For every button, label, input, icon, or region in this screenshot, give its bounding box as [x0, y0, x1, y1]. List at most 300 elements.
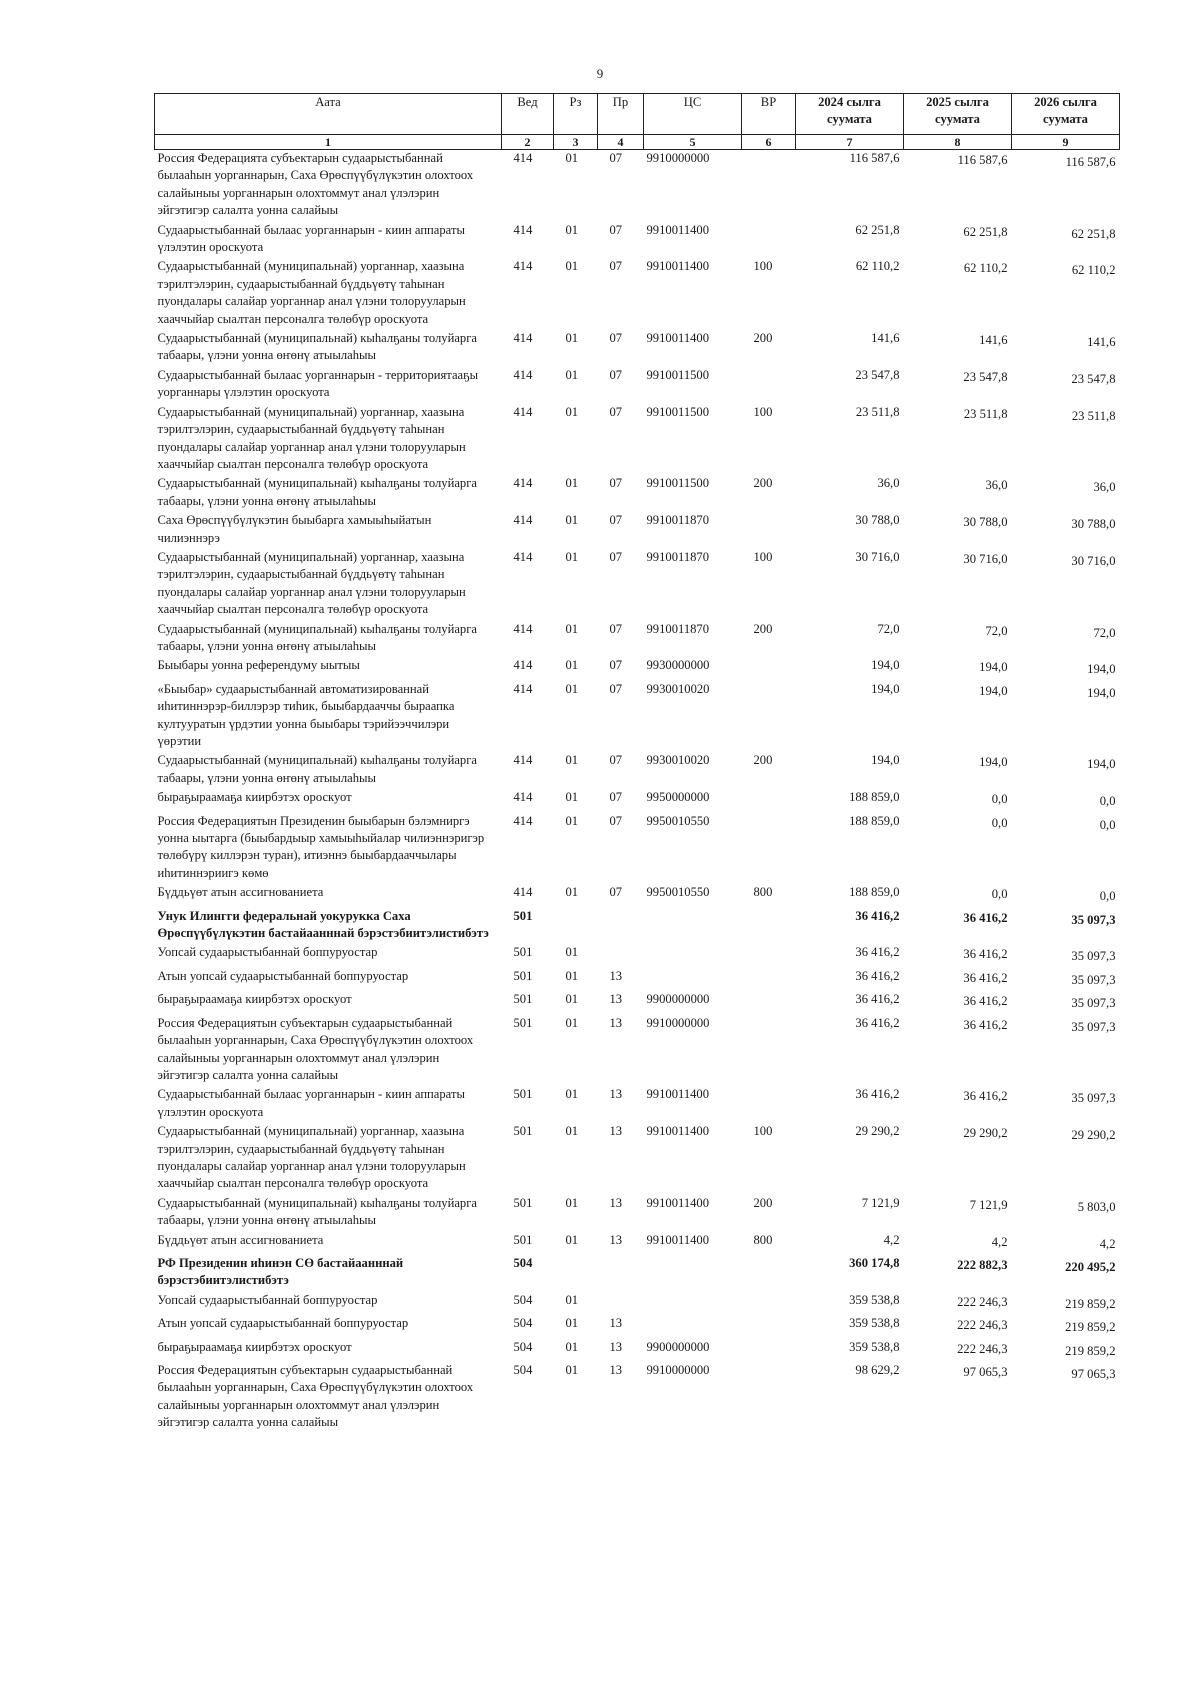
row-cs: 9910000000: [646, 151, 710, 165]
row-amount-2026: 35 097,3: [1071, 1019, 1116, 1034]
header-pr: Пр: [598, 94, 644, 135]
row-amount-2024: 194,0: [871, 681, 900, 696]
row-pr: 07: [609, 476, 623, 491]
row-name: Атын уопсай судаарыстыбаннай боппуруостар: [157, 968, 409, 983]
header-year-2025: 2025 сылга суумата: [904, 94, 1012, 135]
header-name: Аата: [155, 94, 502, 135]
row-cs: 9930000000: [646, 658, 710, 673]
row-name: Россия Федерациятын субъектарын судаарыстыбаннай былааһын уорганнарын, Саха Өрөспүүбүлүкэтин олохтоох салайыныы уорганнарын олохтоммут анал үлэлэрин эйгэтигэр салалта уонна салайыы: [157, 1015, 474, 1082]
row-amount-2024: 36 416,2: [855, 945, 900, 960]
row-name: Судаарыстыбаннай (муниципальнай) кыһалҕаны толуйарга табаары, үлэни уонна өҥөнү атыылаһыы: [157, 753, 477, 785]
row-amount-2025: 36 416,2: [963, 910, 1008, 925]
row-cs: 9900000000: [646, 1339, 710, 1354]
row-amount-2025: 222 882,3: [957, 1257, 1008, 1272]
column-number: 5: [644, 135, 742, 150]
table-row: [155, 512, 1120, 549]
row-vr: [742, 944, 796, 967]
row-amount-2026: 30 788,0: [1071, 517, 1116, 532]
row-ved: 501: [513, 1195, 533, 1210]
row-vr: 200: [753, 753, 773, 768]
table-row: [155, 968, 1120, 991]
row-ved: 414: [513, 404, 533, 419]
row-ved: 504: [513, 1292, 533, 1307]
row-vr: [742, 150, 796, 222]
row-amount-2024: 359 538,8: [849, 1292, 900, 1307]
row-pr: 13: [609, 1195, 623, 1210]
row-pr: 07: [609, 222, 623, 237]
row-amount-2025: 0,0: [991, 815, 1008, 830]
table-row: [155, 1086, 1120, 1123]
row-amount-2024: 116 587,6: [849, 151, 900, 165]
row-rz: 01: [565, 476, 579, 491]
row-amount-2026: 141,6: [1087, 335, 1116, 350]
header-rz: Рз: [554, 94, 598, 135]
row-amount-2025: 30 716,0: [963, 551, 1008, 566]
row-cs: [644, 1255, 742, 1292]
row-vr: [742, 1339, 796, 1362]
row-amount-2025: 222 246,3: [957, 1294, 1008, 1309]
row-cs: 9910011500: [646, 404, 710, 419]
row-name: быраҕыраамаҕа киирбэтэх ороскуот: [157, 992, 352, 1007]
row-amount-2024: 4,2: [883, 1232, 900, 1247]
table-row: [155, 258, 1120, 330]
row-pr: 07: [609, 681, 623, 696]
row-cs: 9910011400: [646, 259, 710, 274]
table-row: [155, 813, 1120, 885]
row-rz: 01: [565, 621, 579, 636]
row-name: Атын уопсай судаарыстыбаннай боппуруостар: [157, 1316, 409, 1331]
row-amount-2026: 4,2: [1099, 1236, 1116, 1251]
row-amount-2024: 30 716,0: [855, 549, 900, 564]
row-rz: 01: [565, 151, 579, 165]
row-pr: 07: [609, 885, 623, 900]
row-name: Судаарыстыбаннай (муниципальнай) кыһалҕаны толуйарга табаары, үлэни уонна өҥөнү атыылаһыы: [157, 331, 477, 363]
row-amount-2025: 30 788,0: [963, 515, 1008, 530]
row-rz: 01: [565, 658, 579, 673]
row-pr: 07: [609, 813, 623, 828]
row-rz: 01: [565, 790, 579, 805]
row-cs: 9910011870: [646, 513, 710, 528]
row-ved: 414: [513, 885, 533, 900]
table-row: [155, 1232, 1120, 1255]
table-row: [155, 944, 1120, 967]
table-row: [155, 475, 1120, 512]
table-row: [155, 404, 1120, 476]
row-amount-2024: 62 251,8: [855, 222, 900, 237]
table-row: [155, 1015, 1120, 1087]
row-ved: 414: [513, 259, 533, 274]
row-ved: 414: [513, 367, 533, 382]
row-pr: 13: [609, 1015, 623, 1030]
row-cs: 9910011500: [646, 367, 710, 382]
row-rz: [554, 1255, 598, 1292]
table-row: [155, 789, 1120, 812]
row-name: Судаарыстыбаннай былаас уорганнарын - киин аппараты үлэлэтин ороскуота: [157, 1087, 465, 1119]
row-ved: 414: [513, 753, 533, 768]
row-amount-2025: 222 246,3: [957, 1341, 1008, 1356]
row-ved: 501: [513, 968, 533, 983]
column-number: 2: [502, 135, 554, 150]
row-ved: 501: [513, 1232, 533, 1247]
row-rz: 01: [565, 1124, 579, 1139]
row-amount-2025: 23 547,8: [963, 369, 1008, 384]
row-cs: [644, 908, 742, 945]
row-vr: [742, 222, 796, 259]
table-row: [155, 908, 1120, 945]
table-header: [155, 94, 1120, 150]
row-vr: [742, 1086, 796, 1123]
row-cs: 9910011870: [646, 621, 710, 636]
row-rz: 01: [565, 513, 579, 528]
row-cs: 9910000000: [646, 1015, 710, 1030]
row-vr: 100: [753, 549, 773, 564]
row-vr: 100: [753, 1124, 773, 1139]
row-name: Судаарыстыбаннай (муниципальнай) уорганнар, хаазына тэрилтэлэрин, судаарыстыбаннай бүддьүөтү таһынан пуондалары салайар уорганнар анал үлэни толорууларын хааччыйар сыалтан персоналга төлөбүр ороскуота: [157, 404, 466, 471]
row-rz: 01: [565, 367, 579, 382]
row-rz: 01: [565, 1195, 579, 1210]
row-amount-2026: 35 097,3: [1071, 996, 1116, 1011]
row-rz: 01: [565, 1292, 579, 1307]
row-amount-2026: 23 511,8: [1071, 408, 1116, 423]
row-amount-2026: 35 097,3: [1071, 972, 1116, 987]
row-vr: [742, 367, 796, 404]
row-amount-2024: 36 416,2: [855, 992, 900, 1007]
column-number: 6: [742, 135, 796, 150]
row-rz: 01: [565, 945, 579, 960]
row-name: Унук Илингги федеральнай уокуруккa Саха Өрөспүүбүлүкэтин бастайаанннай бэрэстэбиитэлистибэтэ: [157, 908, 489, 941]
row-rz: 01: [565, 404, 579, 419]
row-ved: 414: [513, 513, 533, 528]
row-amount-2025: 194,0: [979, 660, 1008, 675]
row-amount-2025: 4,2: [991, 1234, 1008, 1249]
row-amount-2026: 29 290,2: [1071, 1128, 1116, 1143]
row-pr: 07: [609, 404, 623, 419]
row-amount-2024: 36 416,2: [855, 908, 900, 923]
row-cs: [644, 944, 742, 967]
row-pr: 07: [609, 367, 623, 382]
table-row: [155, 1255, 1120, 1292]
budget-table-sheet: [154, 93, 1119, 1434]
row-vr: 200: [753, 621, 773, 636]
row-cs: 9930010020: [646, 753, 710, 768]
row-rz: [554, 908, 598, 945]
row-amount-2024: 7 121,9: [861, 1195, 900, 1210]
row-vr: 800: [753, 1232, 773, 1247]
row-pr: 13: [609, 968, 623, 983]
row-ved: 414: [513, 681, 533, 696]
row-amount-2026: 72,0: [1093, 625, 1116, 640]
row-amount-2024: 188 859,0: [849, 813, 900, 828]
row-pr: 07: [609, 790, 623, 805]
row-rz: 01: [565, 992, 579, 1007]
header-year-2026: 2026 сылга суумата: [1012, 94, 1120, 135]
row-cs: 9930010020: [646, 681, 710, 696]
row-name: Россия Федерациятын Президенин быыбарын бэлэмниргэ уонна ыытарга (быыбардыыр хамыыһыйалар чилиэннэригэр төлөбүрү киллэрэн туран), итиэннэ быыбардааччылары иһитиннэриигэ көмө: [157, 813, 485, 880]
row-amount-2025: 141,6: [979, 333, 1008, 348]
row-rz: 01: [565, 813, 579, 828]
row-vr: [742, 991, 796, 1014]
row-pr: 13: [609, 1339, 623, 1354]
row-amount-2024: 194,0: [871, 658, 900, 673]
row-cs: 9910011870: [646, 549, 710, 564]
row-amount-2024: 188 859,0: [849, 790, 900, 805]
row-pr: 13: [609, 1363, 623, 1377]
row-amount-2025: 62 251,8: [963, 224, 1008, 239]
row-amount-2024: 36 416,2: [855, 968, 900, 983]
row-vr: [742, 1315, 796, 1338]
row-pr: 13: [609, 1232, 623, 1247]
column-number: 1: [155, 135, 502, 150]
row-amount-2026: 194,0: [1087, 662, 1116, 677]
row-pr: [598, 908, 644, 945]
row-rz: 01: [565, 885, 579, 900]
row-vr: [742, 789, 796, 812]
row-amount-2025: 222 246,3: [957, 1318, 1008, 1333]
row-vr: [742, 908, 796, 945]
row-amount-2026: 62 251,8: [1071, 226, 1116, 241]
row-cs: 9950000000: [646, 790, 710, 805]
row-rz: 01: [565, 1363, 579, 1377]
row-vr: 100: [753, 259, 773, 274]
row-rz: 01: [565, 1015, 579, 1030]
row-ved: 501: [513, 1015, 533, 1030]
column-number: 3: [554, 135, 598, 150]
table-row: [155, 549, 1120, 621]
table-row: [155, 991, 1120, 1014]
header-vr: ВР: [742, 94, 796, 135]
row-amount-2026: 219 859,2: [1065, 1320, 1116, 1335]
row-amount-2026: 97 065,3: [1071, 1367, 1116, 1381]
row-amount-2026: 35 097,3: [1071, 1091, 1116, 1106]
row-ved: 414: [513, 813, 533, 828]
row-amount-2024: 36,0: [877, 476, 900, 491]
row-cs: 9910011400: [646, 1087, 710, 1102]
row-amount-2025: 72,0: [985, 623, 1008, 638]
row-amount-2025: 23 511,8: [963, 406, 1008, 421]
row-name: Уопсай судаарыстыбаннай боппуруостар: [157, 1292, 378, 1307]
column-number: 4: [598, 135, 644, 150]
row-ved: 414: [513, 549, 533, 564]
row-name: Судаарыстыбаннай былаас уорганнарын - киин аппараты үлэлэтин ороскуота: [157, 222, 465, 255]
row-pr: [598, 1255, 644, 1292]
row-vr: 100: [753, 404, 773, 419]
row-cs: [644, 968, 742, 991]
row-ved: 504: [513, 1316, 533, 1331]
row-vr: [742, 1362, 796, 1434]
page-number: 9: [596, 66, 604, 81]
row-pr: 07: [609, 549, 623, 564]
row-vr: [742, 512, 796, 549]
row-amount-2024: 30 788,0: [855, 513, 900, 528]
table-row: [155, 222, 1120, 259]
row-pr: 07: [609, 658, 623, 673]
row-ved: 414: [513, 151, 533, 165]
table-row: [155, 1123, 1120, 1195]
table-row: [155, 1339, 1120, 1362]
row-amount-2024: 72,0: [877, 621, 900, 636]
row-ved: 414: [513, 621, 533, 636]
row-cs: 9900000000: [646, 992, 710, 1007]
row-amount-2025: 0,0: [991, 792, 1008, 807]
row-name: Судаарыстыбаннай былаас уорганнарын - территориятааҕы уорганнары үлэлэтин ороскуота: [157, 367, 479, 400]
row-vr: [742, 1015, 796, 1087]
row-cs: 9910011500: [646, 476, 710, 491]
row-amount-2024: 98 629,2: [855, 1363, 900, 1377]
row-amount-2026: 219 859,2: [1065, 1296, 1116, 1311]
row-cs: [644, 1292, 742, 1315]
row-cs: 9910011400: [646, 331, 710, 346]
row-rz: 01: [565, 259, 579, 274]
row-ved: 501: [513, 908, 533, 923]
row-amount-2024: 359 538,8: [849, 1339, 900, 1354]
row-ved: 504: [513, 1339, 533, 1354]
row-amount-2024: 23 547,8: [855, 367, 900, 382]
row-amount-2025: 36 416,2: [963, 994, 1008, 1009]
row-amount-2026: 62 110,2: [1071, 263, 1116, 278]
row-amount-2026: 194,0: [1087, 757, 1116, 772]
table-row: [155, 752, 1120, 789]
row-pr: 07: [609, 259, 623, 274]
row-rz: 01: [565, 968, 579, 983]
table-row: [155, 621, 1120, 658]
row-vr: [742, 1255, 796, 1292]
row-rz: 01: [565, 753, 579, 768]
row-vr: [742, 1292, 796, 1315]
row-amount-2024: 23 511,8: [855, 404, 900, 419]
row-pr: 13: [609, 1087, 623, 1102]
row-name: Судаарыстыбаннай (муниципальнай) уорганнар, хаазына тэрилтэлэрин, судаарыстыбаннай бүддьүөтү таһынан пуондалары салайар уорганнар анал үлэни толорууларын хааччыйар сыалтан персоналга төлөбүр ороскуота: [157, 549, 466, 617]
row-cs: 9950010550: [646, 813, 710, 828]
row-name: Саха Өрөспүүбүлүкэтин быыбарга хамыыһыйатын чилиэннэрэ: [157, 513, 432, 545]
row-name: Уопсай судаарыстыбаннай боппуруостар: [157, 945, 378, 960]
row-amount-2025: 29 290,2: [963, 1126, 1008, 1141]
row-amount-2025: 36 416,2: [963, 947, 1008, 962]
row-amount-2025: 97 065,3: [963, 1365, 1008, 1379]
row-pr: 13: [609, 992, 623, 1007]
row-amount-2024: 141,6: [871, 331, 900, 346]
row-rz: 01: [565, 222, 579, 237]
row-amount-2025: 0,0: [991, 887, 1008, 902]
row-name: Судаарыстыбаннай (муниципальнай) уорганнар, хаазына тэрилтэлэрин, судаарыстыбаннай бүддьүөтү таһынан пуондалары салайар уорганнар анал үлэни толорууларын хааччыйар сыалтан персоналга төлөбүр ороскуота: [157, 259, 466, 326]
row-amount-2026: 5 803,0: [1077, 1199, 1116, 1214]
column-number: 7: [796, 135, 904, 150]
row-ved: 414: [513, 476, 533, 491]
row-amount-2025: 36 416,2: [963, 1089, 1008, 1104]
row-vr: [742, 657, 796, 680]
row-name: Бүддьүөт атын ассигнованиета: [157, 1232, 324, 1247]
table-row: [155, 1292, 1120, 1315]
row-name: Россия Федерациятын субъектарын судаарыстыбаннай былааһын уорганнарын, Саха Өрөспүүбүлүкэтин олохтоох салайыныы уорганнарын олохтоммут анал үлэлэрин эйгэтигэр салалта уонна салайыы: [157, 1363, 474, 1430]
row-name: Бүддьүөт атын ассигнованиета: [157, 885, 324, 900]
row-name: Судаарыстыбаннай (муниципальнай) кыһалҕаны толуйарга табаары, үлэни уонна өҥөнү атыылаһыы: [157, 1195, 477, 1228]
row-amount-2025: 194,0: [979, 683, 1008, 698]
row-ved: 501: [513, 1087, 533, 1102]
table-row: [155, 657, 1120, 680]
row-amount-2026: 30 716,0: [1071, 553, 1116, 568]
row-rz: 01: [565, 681, 579, 696]
row-vr: 200: [753, 331, 773, 346]
row-cs: 9950010550: [646, 885, 710, 900]
row-vr: 800: [753, 885, 773, 900]
row-name: РФ Президенин иһинэн СӨ бастайаанннай бэрэстэбиитэлистибэтэ: [157, 1255, 404, 1288]
row-cs: 9910011400: [646, 1124, 710, 1139]
row-pr: 13: [609, 1316, 623, 1331]
row-vr: [742, 813, 796, 885]
row-amount-2026: 35 097,3: [1071, 912, 1116, 927]
row-amount-2026: 0,0: [1099, 889, 1116, 904]
row-rz: 01: [565, 1339, 579, 1354]
row-pr: 07: [609, 513, 623, 528]
row-amount-2026: 36,0: [1093, 480, 1116, 495]
row-ved: 414: [513, 331, 533, 346]
row-amount-2026: 0,0: [1099, 817, 1116, 832]
table-row: [155, 1362, 1120, 1434]
row-ved: 501: [513, 945, 533, 960]
row-ved: 414: [513, 222, 533, 237]
row-pr: 07: [609, 621, 623, 636]
row-rz: 01: [565, 549, 579, 564]
row-vr: [742, 968, 796, 991]
row-amount-2026: 194,0: [1087, 685, 1116, 700]
row-amount-2024: 194,0: [871, 753, 900, 768]
budget-table: [154, 93, 1120, 1434]
header-cs: ЦС: [644, 94, 742, 135]
row-pr: [598, 1292, 644, 1315]
row-cs: 9910011400: [646, 222, 710, 237]
row-amount-2024: 359 538,8: [849, 1316, 900, 1331]
table-row: [155, 681, 1120, 753]
table-row: [155, 1315, 1120, 1338]
row-amount-2026: 116 587,6: [1065, 155, 1116, 169]
table-body: [155, 150, 1120, 1434]
table-row: [155, 330, 1120, 367]
row-vr: [742, 681, 796, 753]
row-rz: 01: [565, 1232, 579, 1247]
row-ved: 501: [513, 1124, 533, 1139]
row-amount-2025: 194,0: [979, 755, 1008, 770]
row-amount-2024: 29 290,2: [855, 1124, 900, 1139]
row-amount-2026: 0,0: [1099, 794, 1116, 809]
row-pr: [598, 944, 644, 967]
table-row: [155, 367, 1120, 404]
row-cs: 9910000000: [646, 1363, 710, 1377]
row-cs: 9910011400: [646, 1195, 710, 1210]
row-ved: 414: [513, 658, 533, 673]
row-name: «Быыбар» судаарыстыбаннай автоматизированнай иһитиннэрэр-биллэрэр тиһик, быыбардааччы быраапка култууратын үрдэтии уонна быыбары тэрийээччилэри үөрэтии: [157, 681, 455, 748]
column-number: 8: [904, 135, 1012, 150]
row-rz: 01: [565, 331, 579, 346]
row-amount-2024: 360 174,8: [849, 1255, 900, 1270]
row-amount-2025: 62 110,2: [963, 261, 1008, 276]
row-name: быраҕыраамаҕа киирбэтэх ороскуот: [157, 1339, 352, 1354]
row-name: Россия Федерацията субъектарын судаарыстыбаннай былааһын уорганнарын, Саха Өрөспүүбүлүкэтин олохтоох салайыныы уорганнарын олохтоммут анал үлэлэрин эйгэтигэр салалта уонна салайыы: [157, 151, 474, 218]
header-ved: Вед: [502, 94, 554, 135]
header-year-2024: 2024 сылга суумата: [796, 94, 904, 135]
row-amount-2024: 36 416,2: [855, 1087, 900, 1102]
row-amount-2024: 188 859,0: [849, 885, 900, 900]
row-pr: 07: [609, 151, 623, 165]
row-name: быраҕыраамаҕа киирбэтэх ороскуот: [157, 790, 352, 805]
row-pr: 07: [609, 753, 623, 768]
row-amount-2025: 36 416,2: [963, 970, 1008, 985]
row-name: Судаарыстыбаннай (муниципальнай) кыһалҕаны толуйарга табаары, үлэни уонна өҥөнү атыылаһыы: [157, 621, 477, 653]
row-amount-2025: 7 121,9: [969, 1197, 1008, 1212]
row-vr: 200: [753, 476, 773, 491]
row-pr: 13: [609, 1124, 623, 1139]
row-pr: 07: [609, 331, 623, 346]
row-name: Быыбары уонна референдуму ыытыы: [157, 658, 360, 673]
row-ved: 501: [513, 992, 533, 1007]
